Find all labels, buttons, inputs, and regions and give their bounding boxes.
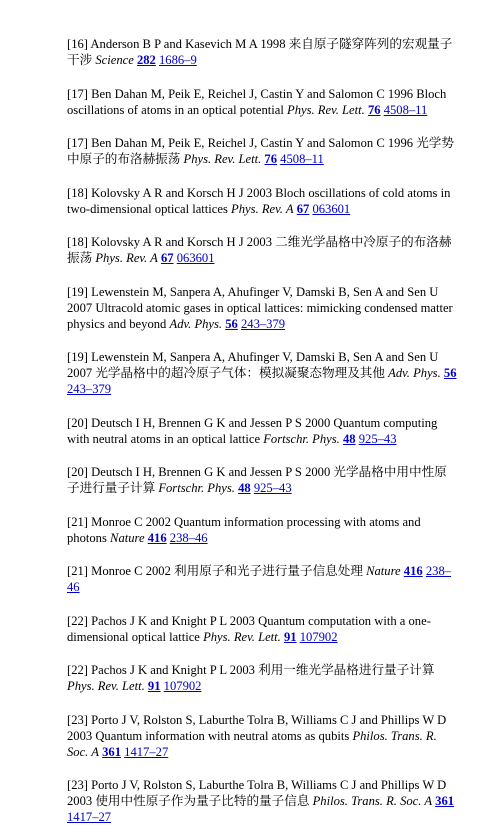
pages-link[interactable]: 238–46: [169, 530, 208, 545]
pages-link[interactable]: 107902: [299, 629, 338, 644]
volume-link[interactable]: 48: [342, 431, 356, 446]
reference-entry: [67, 662, 458, 694]
reference-text: [19] Lewenstein M, Sanpera A, Ahufinger V, Damski B, Sen A and Sen U 2007 光学晶格中的超冷原子气体：模拟凝聚态物理及其他: [67, 350, 439, 380]
pages-link[interactable]: 925–43: [253, 481, 292, 495]
reference-entry: [67, 712, 458, 760]
journal-name: Phys. Rev. Lett.: [67, 679, 145, 693]
reference-text: [23] Porto J V, Rolston S, Laburthe Tolra B, Williams C J and Phillips W D 2003 Quantum information with neutral atoms as qubits: [67, 712, 447, 743]
volume-link[interactable]: 91: [147, 679, 161, 693]
volume-link[interactable]: 282: [136, 53, 156, 67]
volume-link[interactable]: 76: [367, 102, 381, 117]
volume-link[interactable]: 416: [147, 530, 167, 545]
journal-name: Nature: [366, 564, 401, 578]
reference-entry: [67, 514, 458, 546]
reference-entry: [67, 86, 458, 118]
journal-name: Phys. Rev. A: [95, 251, 158, 265]
reference-text: [19] Lewenstein M, Sanpera A, Ahufinger V, Damski B, Sen A and Sen U 2007 Ultracold atomic gases in optical lattices: mimicking condensed matter physics and beyond: [67, 284, 453, 331]
journal-name: Fortschr. Phys.: [263, 431, 340, 446]
journal-name: Fortschr. Phys.: [158, 481, 235, 495]
reference-text: [21] Monroe C 2002 Quantum information processing with atoms and photons: [67, 514, 421, 545]
volume-link[interactable]: 416: [403, 564, 423, 578]
pages-link[interactable]: 1686–9: [159, 53, 197, 67]
volume-link[interactable]: 361: [435, 794, 455, 808]
volume-link[interactable]: 56: [225, 316, 238, 331]
reference-text: [16] Anderson B P and Kasevich M A 1998 来自原子隧穿阵列的宏观量子干涉: [67, 37, 453, 67]
reference-entry: [67, 185, 458, 217]
reference-text: [22] Pachos J K and Knight P L 2003 利用一维光学晶格进行量子计算: [67, 663, 435, 677]
reference-text: [22] Pachos J K and Knight P L 2003 Quantum computation with a one-dimensional optical lattice: [67, 613, 431, 644]
pages-link[interactable]: 1417–27: [124, 744, 169, 759]
pages-link[interactable]: 4508–11: [280, 152, 324, 166]
pages-link[interactable]: 063601: [176, 251, 215, 265]
reference-entry: [67, 415, 458, 447]
reference-entry: [67, 135, 458, 167]
volume-link[interactable]: 67: [296, 201, 310, 216]
reference-text: [20] Deutsch I H, Brennen G K and Jessen P S 2000 光学晶格中用中性原子进行量子计算: [67, 465, 447, 495]
volume-link[interactable]: 91: [283, 629, 297, 644]
pages-link[interactable]: 063601: [312, 201, 351, 216]
reference-entry: [67, 349, 458, 397]
reference-text: [17] Ben Dahan M, Peik E, Reichel J, Castin Y and Salomon C 1996 光学势中原子的布洛赫振荡: [67, 136, 454, 166]
reference-entry: [67, 284, 458, 332]
reference-entry: [67, 563, 458, 595]
reference-entry: [67, 464, 458, 496]
reference-text: [18] Kolovsky A R and Korsch H J 2003 二维光学晶格中冷原子的布洛赫振荡: [67, 235, 452, 265]
reference-entry: [67, 234, 458, 266]
journal-name: Philos. Trans. R. Soc. A: [312, 794, 433, 808]
reference-text: [17] Ben Dahan M, Peik E, Reichel J, Castin Y and Salomon C 1996 Bloch oscillations of atoms in an optical potential: [67, 86, 447, 117]
pages-link[interactable]: 243–379: [67, 382, 112, 396]
journal-name: Philos. Trans. R. Soc. A: [67, 728, 437, 759]
reference-entry: [67, 777, 458, 825]
reference-text: [20] Deutsch I H, Brennen G K and Jessen P S 2000 Quantum computing with neutral atoms in an optical lattice: [67, 415, 438, 446]
volume-link[interactable]: 76: [264, 152, 278, 166]
pages-link[interactable]: 243–379: [240, 316, 286, 331]
reference-text: [23] Porto J V, Rolston S, Laburthe Tolra B, Williams C J and Phillips W D 2003 使用中性原子作为量子比特的量子信息: [67, 778, 447, 808]
volume-link[interactable]: 56: [443, 366, 457, 380]
volume-link[interactable]: 361: [102, 744, 121, 759]
pages-link[interactable]: 4508–11: [383, 102, 428, 117]
journal-name: Adv. Phys.: [388, 366, 441, 380]
pages-link[interactable]: 1417–27: [67, 810, 112, 824]
journal-name: Phys. Rev. Lett.: [287, 102, 365, 117]
journal-name: Phys. Rev. Lett.: [203, 629, 281, 644]
volume-link[interactable]: 48: [238, 481, 251, 495]
journal-name: Phys. Rev. Lett.: [183, 152, 262, 166]
pages-link[interactable]: 107902: [163, 679, 202, 693]
pages-link[interactable]: 238–46: [67, 564, 452, 594]
volume-link[interactable]: 67: [160, 251, 174, 265]
reference-entry: [67, 613, 458, 645]
journal-name: Science: [95, 53, 134, 67]
journal-name: Phys. Rev. A: [231, 201, 294, 216]
reference-text: [21] Monroe C 2002 利用原子和光子进行量子信息处理: [67, 564, 363, 578]
reference-entry: [67, 36, 458, 68]
journal-name: Adv. Phys.: [169, 316, 223, 331]
journal-name: Nature: [110, 530, 145, 545]
reference-text: [18] Kolovsky A R and Korsch H J 2003 Bloch oscillations of cold atoms in two-dimensional optical lattices: [67, 185, 451, 216]
pages-link[interactable]: 925–43: [358, 431, 397, 446]
